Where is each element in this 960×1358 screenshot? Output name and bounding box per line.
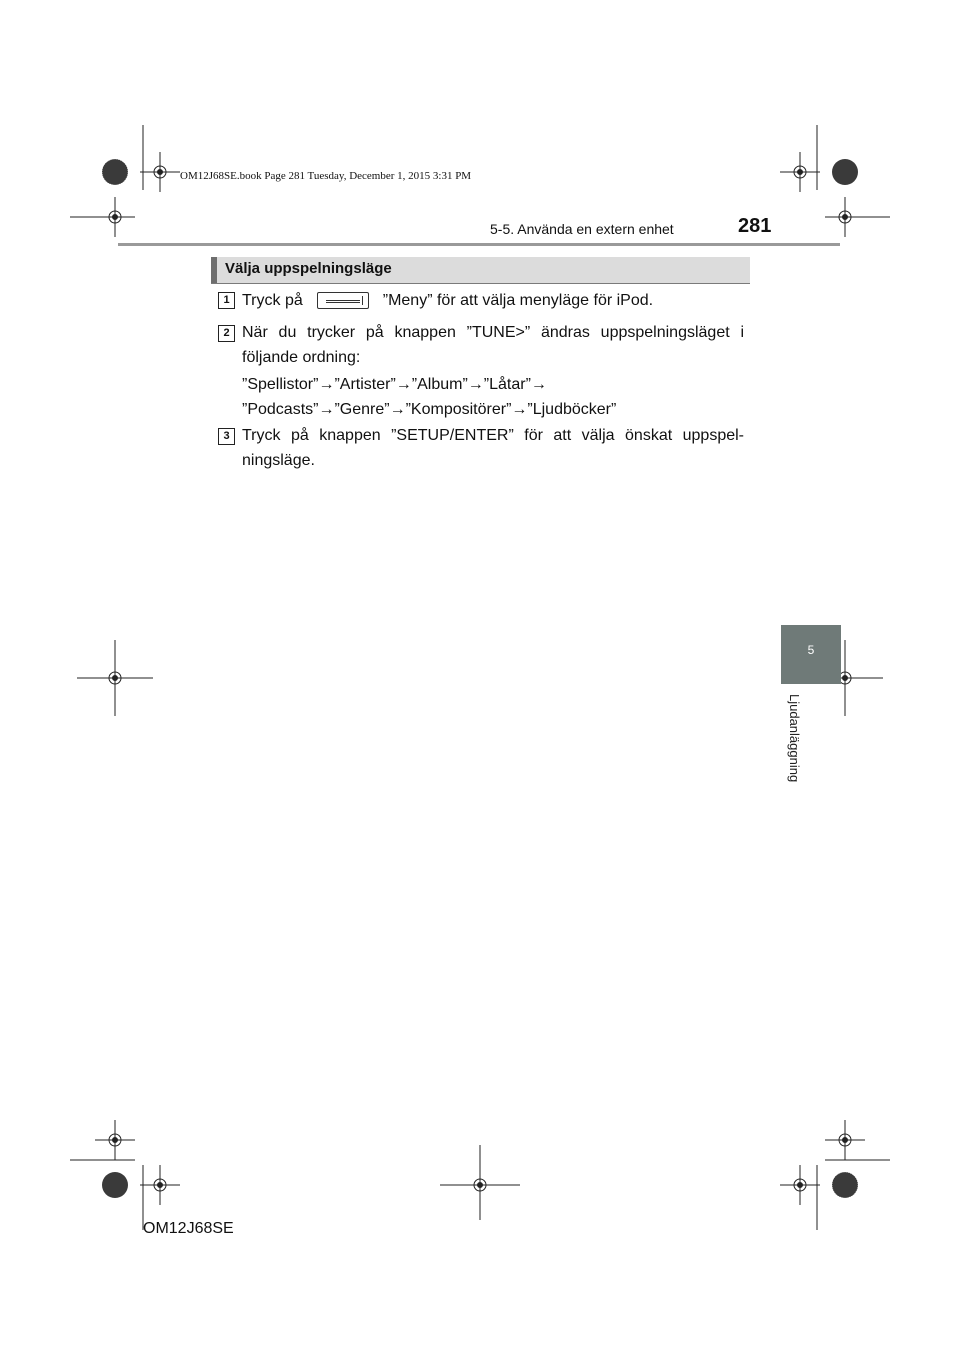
chapter-tab bbox=[781, 625, 841, 684]
step-1-text-after: ”Meny” för att välja menyläge för iPod. bbox=[382, 292, 654, 309]
step-1-text bbox=[242, 288, 744, 313]
page-number: 281 bbox=[738, 215, 772, 237]
step-1-text-before: Tryck på bbox=[242, 292, 303, 309]
sunburst-mark-icon bbox=[832, 1172, 858, 1198]
sunburst-mark-icon bbox=[102, 1172, 128, 1198]
step-2-text: När du trycker på knappen ”TUNE>” ändras uppspelningsläget i följande ordning: bbox=[242, 324, 744, 366]
menu-button-icon bbox=[317, 292, 369, 309]
sunburst-mark-icon bbox=[832, 159, 858, 185]
chapter-tab-label: Ljudanläggning bbox=[787, 694, 802, 783]
chapter-tab-number: 5 bbox=[807, 643, 815, 657]
crosshair-mark-icon bbox=[780, 1165, 820, 1205]
crosshair-mark-icon bbox=[825, 1120, 865, 1160]
section-heading-bar bbox=[211, 257, 217, 283]
crosshair-mark-icon bbox=[140, 152, 180, 192]
header-rule bbox=[118, 243, 840, 246]
book-info-line: OM12J68SE.book Page 281 Tuesday, December 1, 2015 3:31 PM bbox=[180, 170, 472, 182]
step-number-2: 2 bbox=[218, 325, 235, 342]
step-number-3: 3 bbox=[218, 428, 235, 445]
footer-code: OM12J68SE bbox=[143, 1220, 234, 1237]
step-number-1: 1 bbox=[218, 292, 235, 309]
chapter-header: 5-5. Använda en extern enhet bbox=[490, 221, 674, 237]
crosshair-mark-icon bbox=[140, 1165, 180, 1205]
crosshair-mark-icon bbox=[780, 152, 820, 192]
step-3-text: Tryck på knappen ”SETUP/ENTER” för att välja önskat uppspel-ningsläge. bbox=[242, 427, 744, 469]
sunburst-mark-icon bbox=[102, 159, 128, 185]
crosshair-mark-icon bbox=[95, 1120, 135, 1160]
step-2-sequence-line-1: ”Spellistor”→”Artister”→”Album”→”Låtar”→ bbox=[242, 376, 547, 393]
section-heading bbox=[211, 257, 750, 284]
step-2-sequence-line-2: ”Podcasts”→”Genre”→”Kompositörer”→”Ljudböcker” bbox=[242, 401, 617, 418]
section-title: Välja uppspelningsläge bbox=[225, 260, 392, 277]
